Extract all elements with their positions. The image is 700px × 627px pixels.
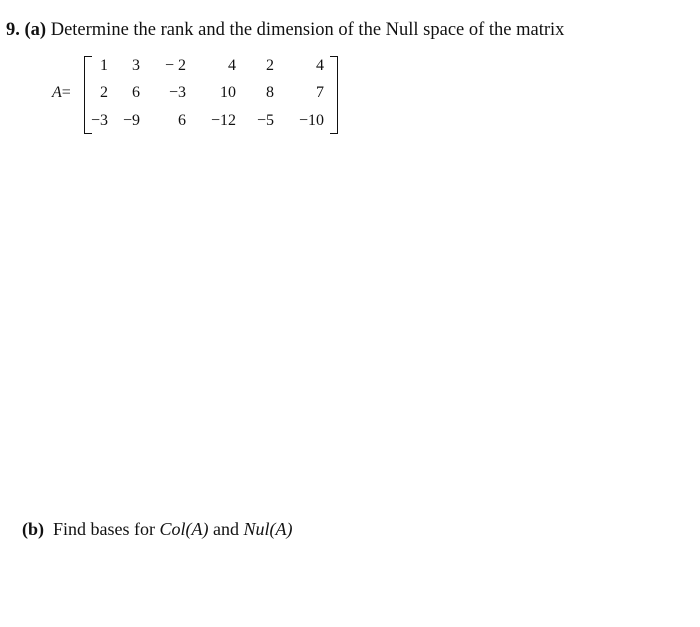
matrix-cell: −3 (90, 112, 108, 129)
matrix-cell: 7 (316, 84, 324, 101)
matrix-cell: 2 (266, 57, 274, 74)
matrix-cell: 4 (228, 57, 236, 74)
question-9-part-a (6, 20, 564, 41)
question-9-part-b (22, 519, 293, 540)
matrix-cell: −10 (298, 112, 324, 129)
part-b-label: (b) (22, 519, 44, 539)
matrix-cell: −12 (210, 112, 236, 129)
matrix-cell: 8 (266, 84, 274, 101)
matrix-cell: −3 (168, 84, 186, 101)
nul-a-expression: Nul(A) (243, 519, 293, 539)
matrix-cell: 6 (132, 84, 140, 101)
matrix-cell: −5 (256, 112, 274, 129)
matrix-cell: 1 (100, 57, 108, 74)
part-b-text: Find bases for (53, 519, 155, 539)
part-a-text: Determine the rank and the dimension of the Null space of the matrix (50, 20, 565, 40)
part-b-and: and (213, 519, 239, 539)
matrix-name: A (52, 84, 62, 101)
matrix-cells (52, 54, 352, 134)
matrix-cell: 3 (132, 57, 140, 74)
col-a-expression: Col(A) (159, 519, 209, 539)
question-number: 9. (6, 20, 20, 40)
matrix-cell: − 2 (164, 57, 186, 74)
matrix-cell: 4 (316, 57, 324, 74)
matrix-cell: −9 (122, 112, 140, 129)
part-a-label: (a) (24, 20, 47, 40)
matrix-equals: = (61, 84, 71, 101)
matrix-cell: 2 (100, 84, 108, 101)
matrix-cell: 6 (178, 112, 186, 129)
matrix-cell: 10 (220, 84, 236, 101)
